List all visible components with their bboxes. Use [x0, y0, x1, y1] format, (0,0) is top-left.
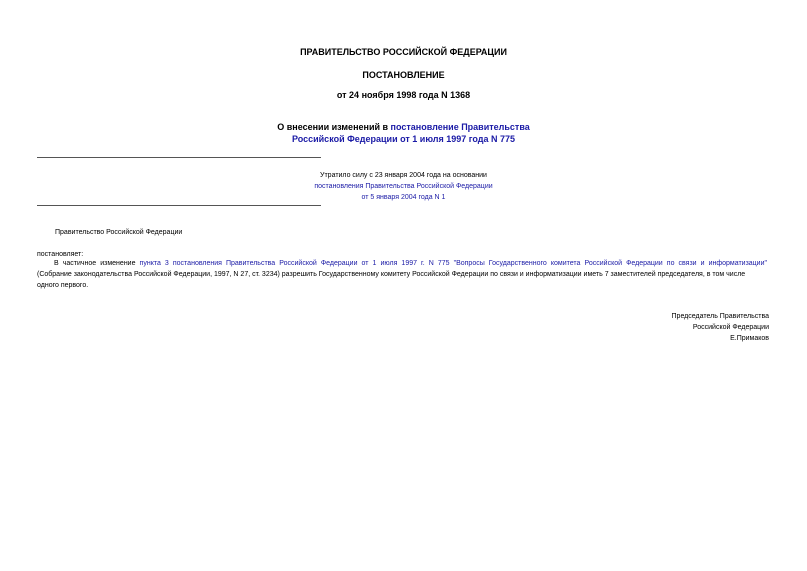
repeal-notice-link[interactable]: постановления Правительства Российской Федерации	[314, 183, 493, 190]
paragraph-link-clause[interactable]: пункта 3 постановления Правительства Российской Федерации от 1 июля 1997 г. N 775 "Вопросы Государственного комитета Российской Федерации по связи и информатизации"	[139, 260, 767, 267]
signature-org: Российской Федерации	[692, 324, 769, 331]
document-type: ПОСТАНОВЛЕНИЕ	[362, 70, 445, 80]
title-prefix: О внесении изменений в	[277, 122, 391, 132]
decides-label: постановляет:	[37, 251, 84, 258]
divider-bottom	[37, 205, 321, 206]
repeal-notice	[250, 170, 557, 203]
divider-top	[37, 157, 321, 158]
signature-title: Председатель Правительства	[671, 313, 769, 320]
resolution-paragraph	[37, 258, 767, 291]
document-title	[200, 121, 607, 145]
repeal-notice-link-date[interactable]: от 5 января 2004 года N 1	[361, 194, 446, 201]
government-heading: ПРАВИТЕЛЬСТВО РОССИЙСКОЙ ФЕДЕРАЦИИ	[300, 47, 507, 57]
document-date-number: от 24 ноября 1998 года N 1368	[336, 90, 471, 100]
government-name: Правительство Российской Федерации	[55, 229, 183, 236]
title-link-resolution[interactable]: постановление Правительства	[390, 122, 530, 132]
paragraph-line-2: (Собрание законодательства Российской Федерации, 1997, N 27, ст. 3234) разрешить Государственному комитету Российской Федерации по связи и информатизации иметь 7 заместителей председателя, в том числе	[37, 271, 746, 278]
paragraph-line-3: одного первого.	[37, 282, 89, 289]
paragraph-start: В частичное изменение	[54, 260, 140, 267]
signature-name: Е.Примаков	[730, 335, 769, 342]
title-link-resolution-date[interactable]: Российской Федерации от 1 июля 1997 года N 775	[291, 134, 516, 144]
signature-block	[569, 311, 769, 344]
repeal-notice-text: Утратило силу с 23 января 2004 года на основании	[320, 172, 487, 179]
